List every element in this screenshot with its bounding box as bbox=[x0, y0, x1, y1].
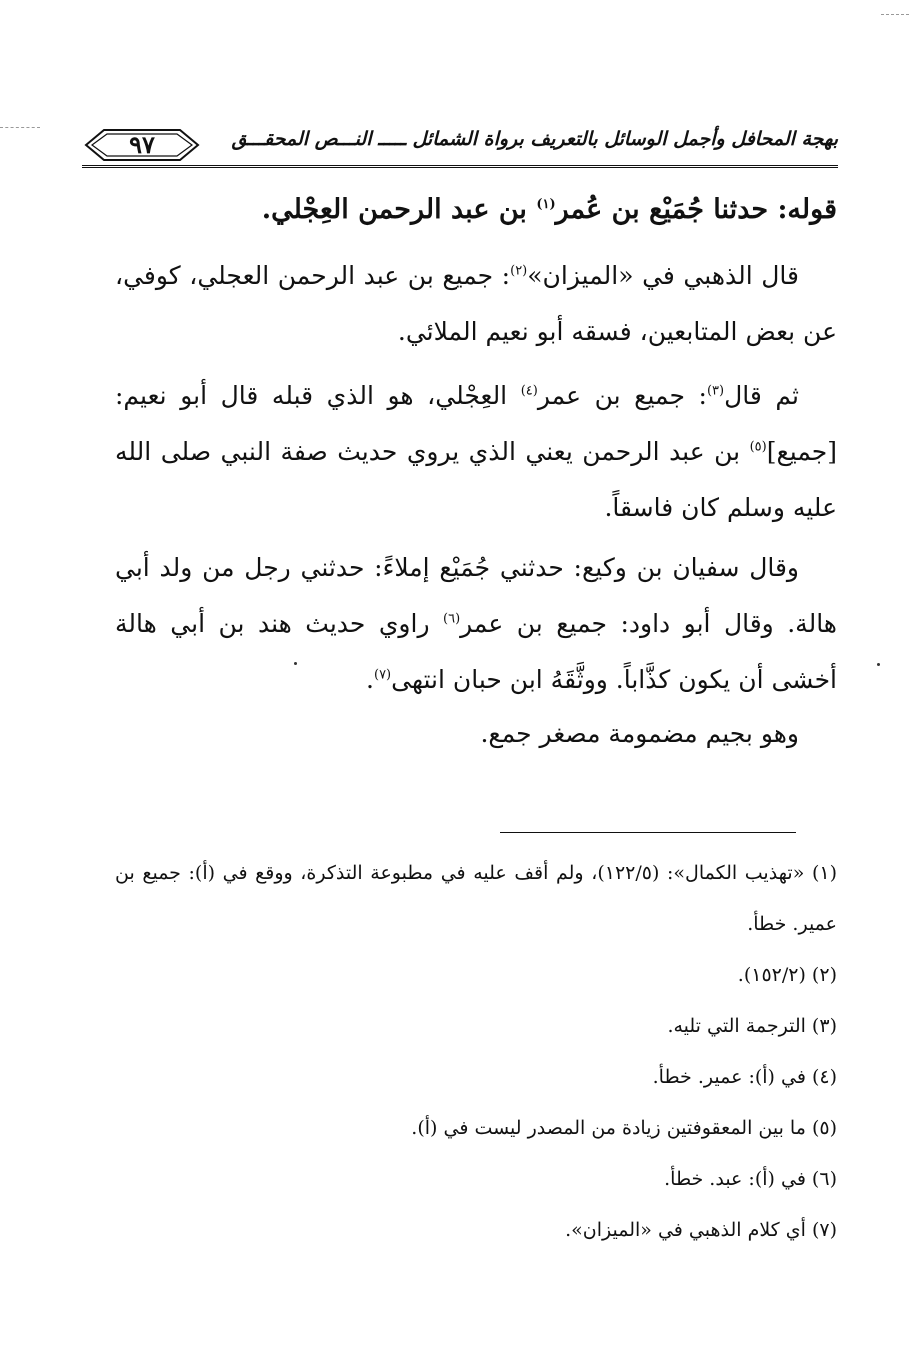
footnote-marker: (٧) bbox=[373, 667, 392, 683]
page-number-badge bbox=[82, 126, 202, 164]
footnote-marker: (٥) bbox=[749, 439, 767, 455]
scan-edge-mark bbox=[0, 127, 40, 128]
footnote-marker: (٢) bbox=[510, 263, 528, 279]
header-rule bbox=[82, 165, 838, 168]
paragraph-text: العِجْلي، هو الذي قبله قال أبو نعيم: [جميع] bbox=[115, 381, 837, 466]
page-number: ٩٧ bbox=[129, 130, 155, 159]
footnote-separator bbox=[500, 832, 796, 833]
book-title: بهجة المحافل وأجمل الوسائل بالتعريف برواة الشمائل ـــــ النـــص المحقـــق bbox=[231, 128, 838, 150]
footnote-item: (١) «تهذيب الكمال»: (١٢٢/٥)، ولم أقف عليه في مطبوعة التذكرة، ووقع في (أ): جميع بن عمير. خطأ. bbox=[115, 862, 837, 935]
running-header bbox=[82, 122, 838, 168]
footnote-marker: (٦) bbox=[443, 611, 461, 627]
paragraph-text: وهو بجيم مضمومة مصغر جمع. bbox=[480, 719, 799, 748]
body-paragraph bbox=[115, 368, 837, 536]
footnote-marker: (١) bbox=[536, 197, 556, 212]
paragraph-text: : جميع بن عبد الرحمن العجلي، كوفي، عن بعض المتابعين، فسقه أبو نعيم الملائي. bbox=[115, 261, 837, 346]
footnote-marker: (٣) bbox=[706, 383, 725, 399]
paragraph-text: وقال سفيان بن وكيع: حدثني جُمَيْع إملاءً: حدثني رجل من ولد أبي هالة. وقال أبو داود: جميع بن عمر bbox=[115, 553, 837, 638]
footnote-item: (٦) في (أ): عبد. خطأ. bbox=[664, 1168, 837, 1190]
footnote-marker: (٤) bbox=[520, 383, 538, 399]
section-heading: قوله: حدثنا جُمَيْع بن عُمر$^{(١)}$ بن عبد الرحمن العِجْلي. bbox=[261, 194, 837, 225]
footnote-item: (٢) (١٥٢/٢). bbox=[737, 964, 837, 986]
paragraph-text: . bbox=[366, 665, 374, 694]
scan-speck bbox=[294, 662, 297, 665]
body-paragraph bbox=[115, 706, 837, 762]
footnotes bbox=[115, 848, 837, 1256]
footnote-item: (٥) ما بين المعقوفتين زيادة من المصدر ليست في (أ). bbox=[411, 1117, 837, 1139]
footnote-item: (٧) أي كلام الذهبي في «الميزان». bbox=[565, 1219, 837, 1241]
scan-edge-mark bbox=[881, 14, 909, 15]
paragraph-text: قال الذهبي في «الميزان» bbox=[527, 261, 799, 290]
footnote-item: (٣) الترجمة التي تليه. bbox=[667, 1015, 837, 1037]
paragraph-text: : جميع بن عمر bbox=[537, 381, 707, 410]
body-paragraph bbox=[115, 540, 837, 708]
body-paragraph bbox=[115, 248, 837, 360]
footnote-item: (٤) في (أ): عمير. خطأ. bbox=[652, 1066, 837, 1088]
paragraph-text: بن عبد الرحمن يعني الذي يروي حديث صفة النبي صلى الله عليه وسلم كان فاسقاً. bbox=[115, 437, 837, 522]
scan-speck bbox=[877, 663, 880, 666]
paragraph-text: راوي حديث هند بن أبي هالة أخشى أن يكون كذَّاباً. ووثَّقَهُ ابن حبان انتهى bbox=[115, 609, 837, 694]
paragraph-text: ثم قال bbox=[724, 381, 799, 410]
